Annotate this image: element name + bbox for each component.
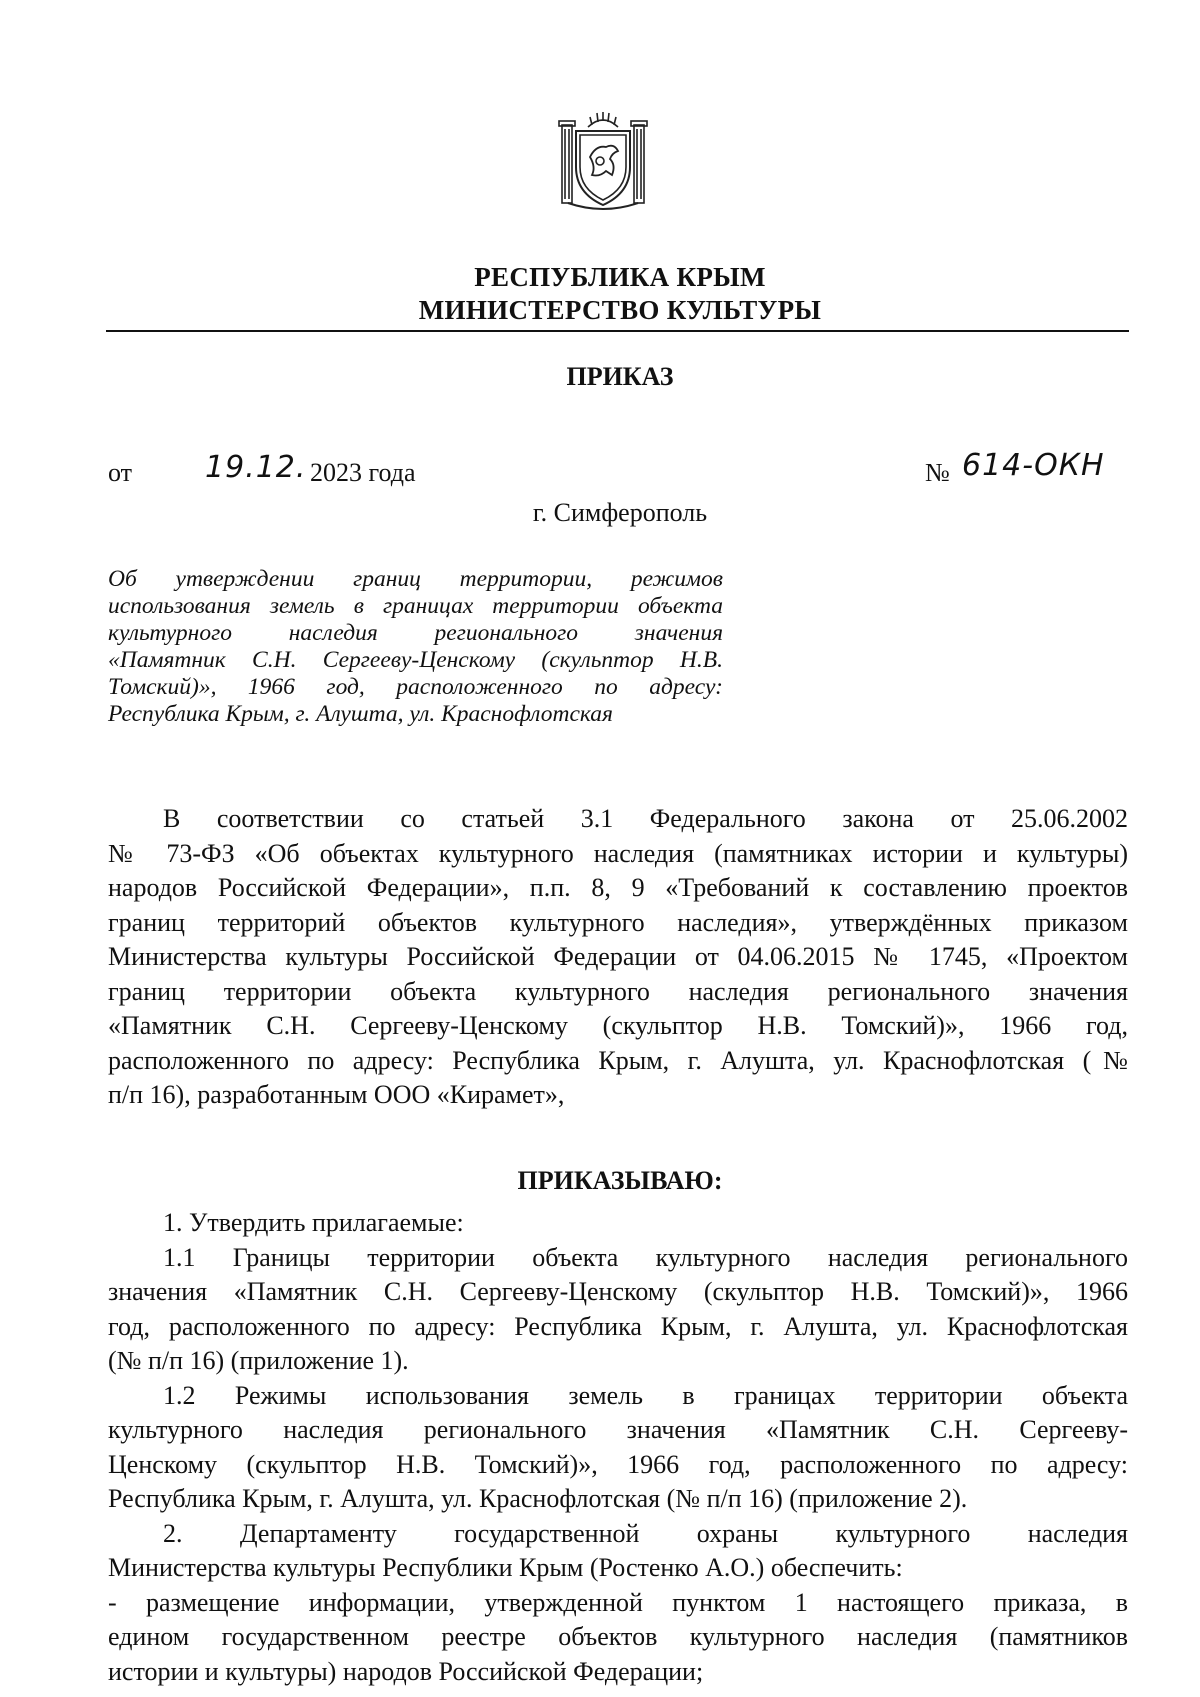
subject-line: использования земель в границах территории объекта (108, 593, 723, 619)
order-line: Республика Крым, г. Алушта, ул. Краснофлотская (№ п/п 16) (приложение 2). (108, 1484, 968, 1513)
order-line: значения «Памятник С.Н. Сергееву-Ценскому (скульптор Н.В. Томский)», 1966 (108, 1277, 1128, 1306)
date-prefix: от (108, 458, 133, 487)
order-line: Министерства культуры Республики Крым (Ростенко А.О.) обеспечить: (108, 1553, 903, 1582)
preamble-line: границ территорий объектов культурного наследия», утверждённых приказом (108, 907, 1128, 937)
subject-block (108, 566, 723, 728)
preamble-line: п/п 16), разработанным ООО «Кирамет», (108, 1080, 565, 1109)
preamble-line: народов Российской Федерации», п.п. 8, 9 «Требований к составлению проектов (108, 873, 1128, 902)
number-handwritten: 614-ОКН (962, 448, 1105, 483)
preamble-line: Министерства культуры Российской Федерации от 04.06.2015 № 1745, «Проектом (108, 942, 1128, 971)
order-line: 1.2 Режимы использования земель в границах территории объекта (163, 1380, 1128, 1410)
ministry-title: МИНИСТЕРСТВО КУЛЬТУРЫ (418, 295, 822, 325)
orders-heading: ПРИКАЗЫВАЮ: (517, 1166, 723, 1195)
coat-of-arms-emblem (548, 105, 658, 215)
date-year: 2023 года (310, 458, 416, 487)
preamble-line: границ территории объекта культурного наследия регионального значения (108, 976, 1128, 1006)
order-line: (№ п/п 16) (приложение 1). (108, 1346, 409, 1375)
preamble-line: № 73-ФЗ «Об объектах культурного наследия (памятниках истории и культуры) (108, 838, 1128, 868)
subject-line: Томский)», 1966 год, расположенного по адресу: (108, 674, 723, 700)
order-line: едином государственном реестре объектов культурного наследия (памятников (108, 1622, 1128, 1651)
order-line: 1. Утвердить прилагаемые: (163, 1208, 464, 1237)
subject-line: культурного наследия регионального значения (108, 620, 723, 646)
number-label: № (925, 458, 950, 487)
preamble-line: «Памятник С.Н. Сергееву-Ценскому (скульптор Н.В. Томский)», 1966 год, (108, 1011, 1128, 1040)
orders-paragraph (108, 1206, 1128, 1689)
order-line: год, расположенного по адресу: Республика Крым, г. Алушта, ул. Краснофлотская (108, 1311, 1128, 1341)
preamble-paragraph (108, 802, 1128, 1113)
document-type: ПРИКАЗ (566, 362, 674, 391)
header-divider (106, 330, 1129, 332)
subject-line: Об утверждении границ территории, режимов (108, 566, 723, 592)
republic-title: РЕСПУБЛИКА КРЫМ (474, 262, 766, 292)
preamble-line: расположенного по адресу: Республика Крым, г. Алушта, ул. Краснофлотская (№ (108, 1045, 1128, 1075)
order-line: истории и культуры) народов Российской Федерации; (108, 1656, 704, 1686)
order-line: - размещение информации, утвержденной пунктом 1 настоящего приказа, в (108, 1587, 1128, 1617)
order-line: культурного наследия регионального значения «Памятник С.Н. Сергееву- (108, 1415, 1128, 1444)
order-line: 2. Департаменту государственной охраны культурного наследия (163, 1518, 1128, 1548)
subject-line: Республика Крым, г. Алушта, ул. Краснофлотская (108, 701, 613, 727)
preamble-line: В соответствии со статьей 3.1 Федерального закона от 25.06.2002 (163, 804, 1128, 833)
order-line: Ценскому (скульптор Н.В. Томский)», 1966 год, расположенного по адресу: (108, 1449, 1128, 1479)
city: г. Симферополь (532, 498, 708, 527)
date-handwritten: 19.12. (205, 450, 307, 485)
order-line: 1.1 Границы территории объекта культурного наследия регионального (163, 1242, 1128, 1272)
subject-line: «Памятник С.Н. Сергееву-Ценскому (скульптор Н.В. (108, 647, 723, 673)
